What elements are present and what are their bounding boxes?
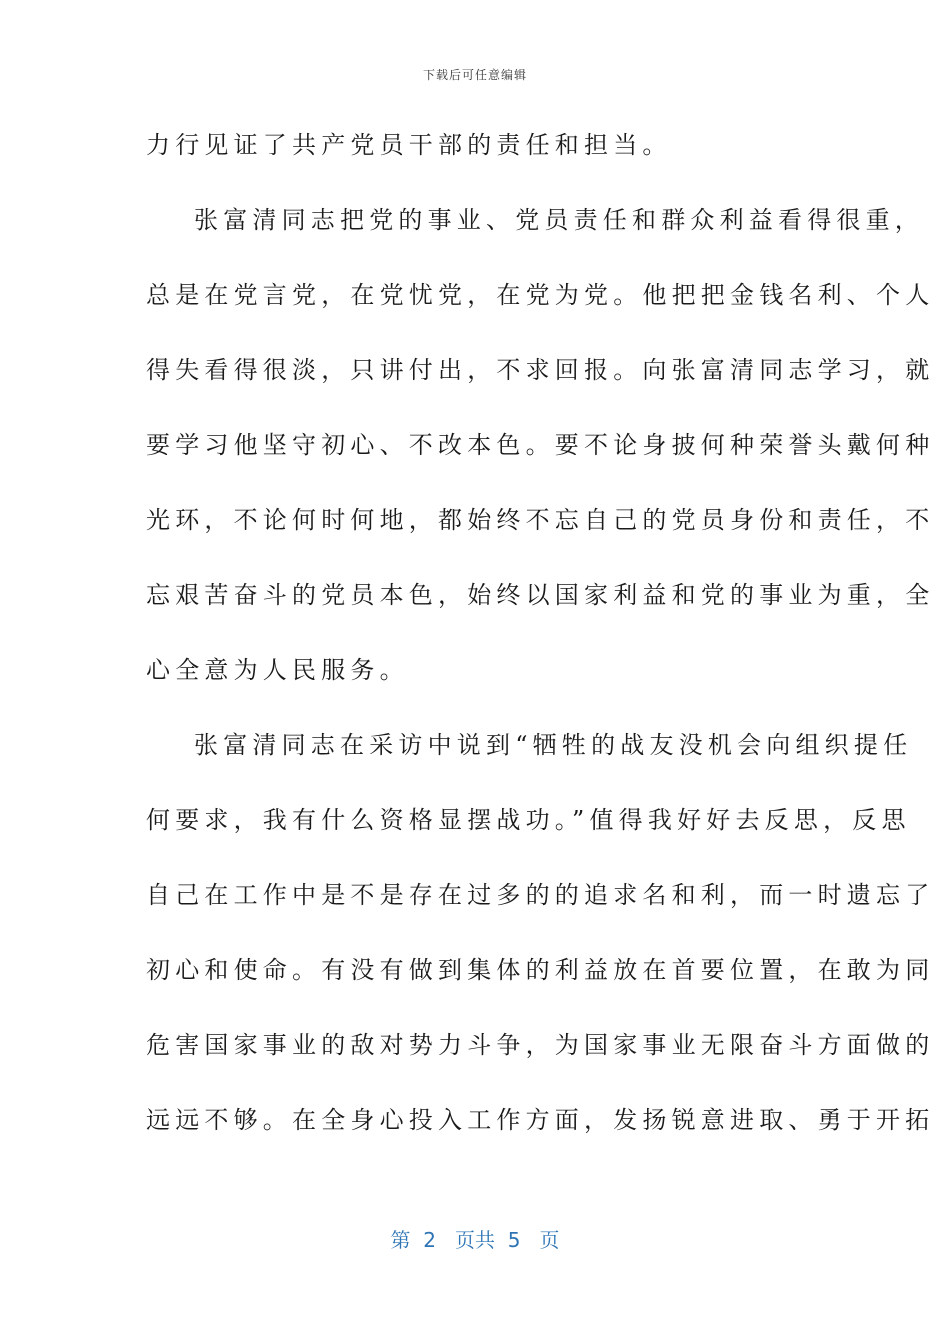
page-footer bbox=[0, 1224, 950, 1253]
footer-prefix: 第 bbox=[390, 1228, 411, 1252]
text-line: 危害国家事业的敌对势力斗争，为国家事业无限奋斗方面做的 bbox=[146, 1031, 935, 1059]
text-line: 张富清同志在采访中说到“牺牲的战友没机会向组织提任 bbox=[194, 731, 913, 759]
text-line: 力行见证了共产党员干部的责任和担当。 bbox=[146, 131, 672, 159]
text-line: 要学习他坚守初心、不改本色。要不论身披何种荣誉头戴何种 bbox=[146, 431, 935, 459]
text-line: 心全意为人民服务。 bbox=[146, 656, 409, 684]
text-line: 远远不够。在全身心投入工作方面，发扬锐意进取、勇于开拓 bbox=[146, 1106, 935, 1134]
document-body bbox=[146, 121, 935, 1171]
footer-middle: 页共 bbox=[455, 1228, 495, 1252]
text-line: 得失看得很淡，只讲付出，不求回报。向张富清同志学习，就 bbox=[146, 356, 935, 384]
text-line: 张富清同志把党的事业、党员责任和群众利益看得很重， bbox=[194, 206, 924, 234]
text-line: 忘艰苦奋斗的党员本色，始终以国家利益和党的事业为重，全 bbox=[146, 581, 935, 609]
text-line: 总是在党言党，在党忧党，在党为党。他把把金钱名利、个人 bbox=[146, 281, 935, 309]
total-pages-number: 5 bbox=[507, 1228, 521, 1252]
text-line: 何要求，我有什么资格显摆战功。”值得我好好去反思，反思 bbox=[146, 806, 911, 834]
text-line: 初心和使命。有没有做到集体的利益放在首要位置，在敢为同 bbox=[146, 956, 935, 984]
text-line: 自己在工作中是不是存在过多的的追求名和利，而一时遗忘了 bbox=[146, 881, 935, 909]
text-line: 光环，不论何时何地，都始终不忘自己的党员身份和责任，不 bbox=[146, 506, 935, 534]
current-page-number: 2 bbox=[423, 1228, 436, 1252]
footer-suffix: 页 bbox=[539, 1228, 560, 1252]
header-note: 下载后可任意编辑 bbox=[422, 68, 527, 82]
